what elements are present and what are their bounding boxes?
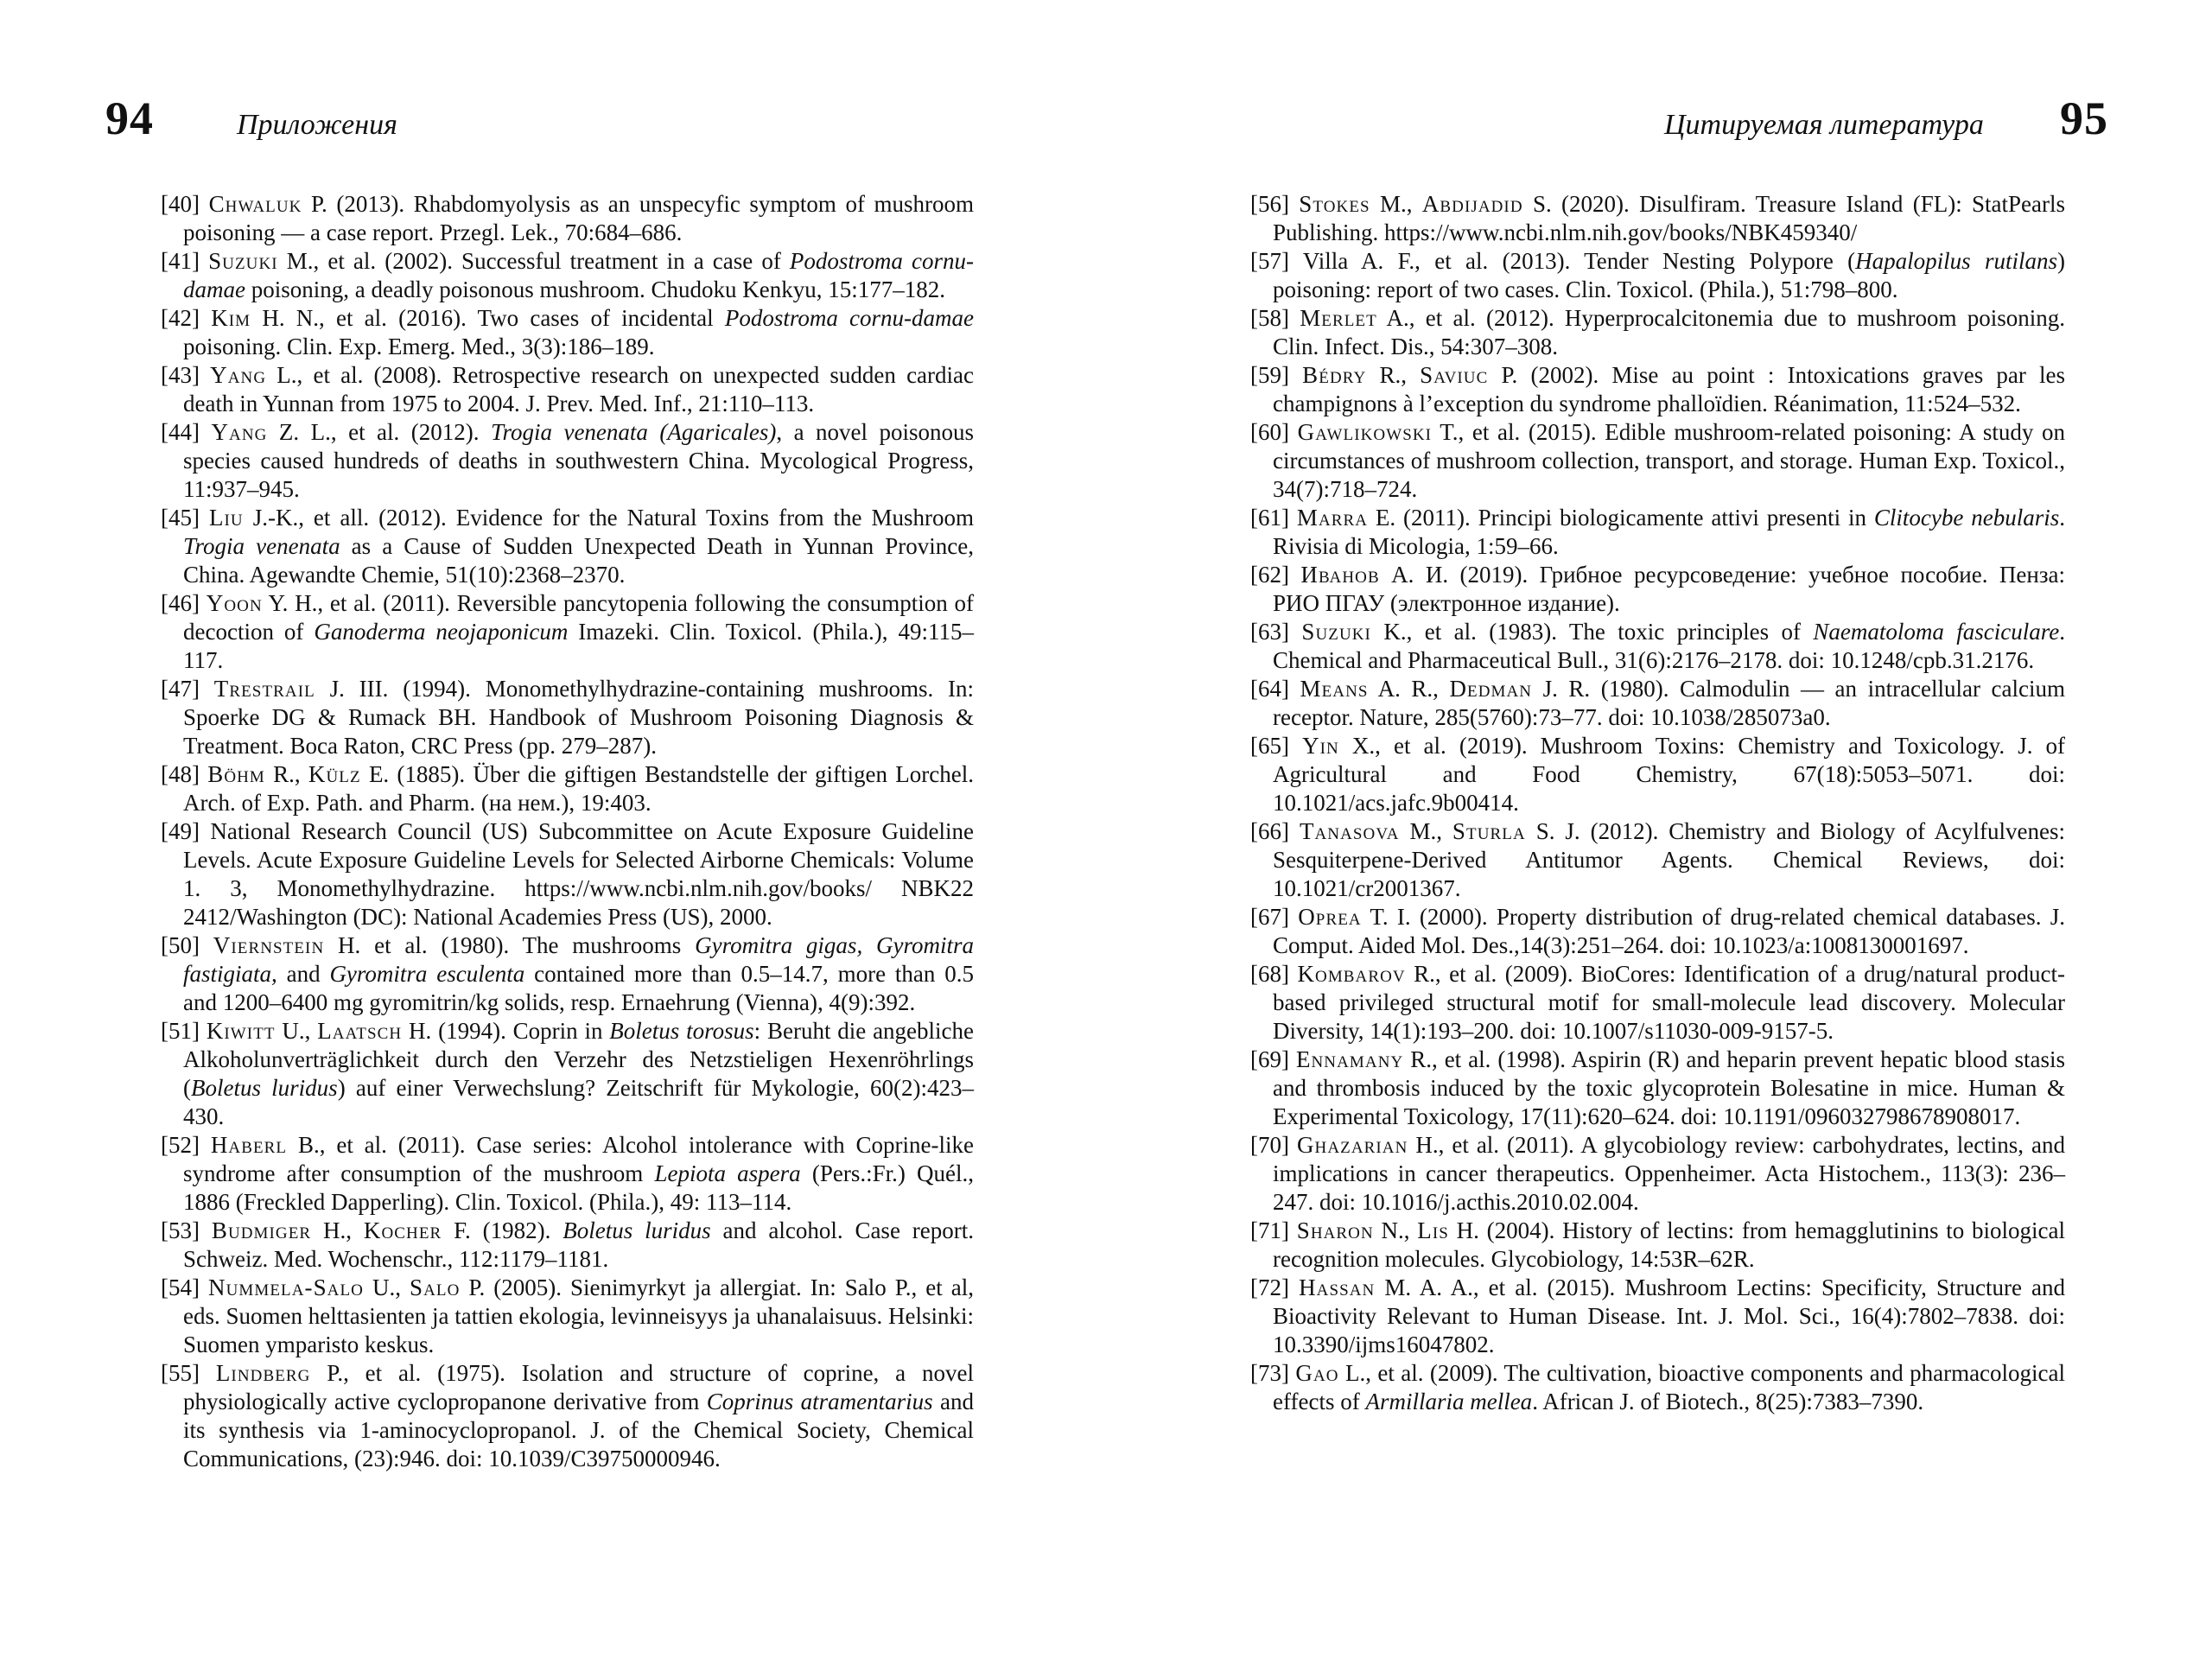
reference-item [161, 1131, 974, 1217]
reference-text-run: Lindberg [215, 1360, 311, 1386]
reference-text-run: Liu [208, 505, 244, 531]
reference-text-run: Gawlikowski [1297, 419, 1433, 445]
reference-text-run: Kocher [363, 1217, 442, 1243]
reference-item [1250, 732, 2065, 817]
running-title-right: Цитируемая литература [1664, 109, 1984, 141]
reference-text-run: ) poisoning: report of two cases. Clin. Toxicol. (Phila.), 51:798–800. [1273, 248, 2065, 302]
reference-item [161, 304, 974, 361]
reference-item [161, 1359, 974, 1473]
reference-text-run: poisoning. Clin. Exp. Emerg. Med., 3(3):186–189. [183, 334, 655, 359]
reference-text-run: Sharon [1296, 1217, 1374, 1243]
reference-text-run: Kombarov [1297, 961, 1406, 987]
reference-label: [57] [1250, 248, 1303, 274]
reference-text-run: H., [311, 1217, 364, 1243]
reference-item [161, 247, 974, 304]
reference-label: [73] [1250, 1360, 1296, 1386]
reference-text-run: Gyromitra gigas, Gyromitra fastigiata, [183, 932, 974, 987]
reference-text-run: E. (1885). Über die giftigen Bestandstelle der giftigen Lorchel. Arch. of Exp. Path. and Pharm. (на нем.), 19:403. [183, 761, 974, 816]
reference-text-run: M. A. A., et al. (2015). Mushroom Lectins: Specificity, Structure and Bioactivity Relevant to Human Disease. Int. J. Mol. Sci., 16(4):7802–7838. doi: 10.3390/ijms16047802. [1273, 1274, 2066, 1357]
reference-label: [43] [161, 362, 211, 388]
reference-text-run: Ganoderma neojaponicum [314, 619, 569, 645]
reference-text-run: Hapalopilus rutilans [1855, 248, 2057, 274]
reference-label: [45] [161, 505, 209, 531]
reference-text-run: T., et al. (2015). Edible mushroom-related poisoning: A study on circumstances of mushroom collection, transport, and storage. Human Exp. Toxicol., 34(7):718–724. [1273, 419, 2065, 502]
reference-text-run: , a novel poisonous species caused hundreds of deaths in southwestern China. Mycological Progress, 11:937–945. [183, 419, 974, 502]
reference-text-run: Oprea [1298, 904, 1362, 930]
reference-text-run: Boletus luridus [563, 1217, 711, 1243]
reference-text-run: Means [1300, 676, 1369, 702]
page-number-right: 95 [2060, 92, 2108, 144]
reference-text-run: Haberl [210, 1132, 288, 1158]
reference-item [1250, 675, 2065, 732]
reference-label: [66] [1250, 818, 1300, 844]
reference-item [1250, 1217, 2065, 1274]
reference-text-run: A. R., [1368, 676, 1450, 702]
reference-label: [53] [161, 1217, 212, 1243]
page-header-right [1664, 92, 2108, 145]
reference-text-run: Y. H., et al. (2011). Reversible pancytopenia following the consumption of decoction of [183, 590, 974, 645]
reference-text-run: Viernstein [213, 932, 325, 958]
reference-text-run: L., et al. (2009). The cultivation, bioactive components and pharmacological effects of [1273, 1360, 2066, 1414]
reference-label: [54] [161, 1274, 208, 1300]
reference-text-run: Dedman [1449, 676, 1533, 702]
reference-item [1250, 504, 2065, 561]
reference-text-run: Gyromitra esculenta [329, 961, 525, 987]
reference-item [161, 504, 974, 589]
reference-text-run: A., et al. (2012). Hyperprocalcitonemia due to mushroom poisoning. Clin. Infect. Dis., 54:307–308. [1273, 305, 2065, 359]
reference-label: [60] [1250, 419, 1298, 445]
reference-text-run: Иванов [1300, 562, 1380, 588]
reference-text-run: H., et al. (2011). A glycobiology review: carbohydrates, lectins, and implications in cancer therapeutics. Oppenheimer. Acta Histochem., 113(3): 236–247. doi: 10.1016/j.acthis.2010.02.004. [1273, 1132, 2066, 1215]
reference-label: [70] [1250, 1132, 1297, 1158]
reference-text-run: Podostroma cornu-damae [183, 248, 974, 302]
reference-text-run: Podostroma cornu-damae [724, 305, 975, 331]
reference-text-run: poisoning, a deadly poisonous mushroom. Chudoku Kenkyu, 15:177–182. [245, 276, 945, 302]
reference-text-run: and its synthesis via 1-aminocyclopropanol. J. of the Chemical Society, Chemical Communications, (23):946. doi: 10.1039/C39750000946. [183, 1389, 975, 1471]
reference-text-run: P. (2005). Sienimyrkyt ja allergiat. In: Salo P., et al, eds. Suomen helttasienten ja tattien ekologia, levinneisyys ja uhanalaisuus. Helsinki: Suomen ymparisto keskus. [183, 1274, 975, 1357]
reference-label: [68] [1250, 961, 1298, 987]
reference-text-run: Trogia venenata [183, 533, 340, 559]
reference-item [161, 817, 974, 931]
reference-item [1250, 418, 2065, 504]
reference-text-run: P. (2002). Mise au point : Intoxications graves par les champignons à l’exception du syndrome phalloïdien. Réanimation, 11:524–532. [1273, 362, 2066, 416]
reference-label: [63] [1250, 619, 1302, 645]
reference-text-run: J. R. (1980). Calmodulin — an intracellular calcium receptor. Nature, 285(5760):73–77. doi: 10.1038/285073a0. [1273, 676, 2065, 730]
reference-text-run: P. (2013). Rhabdomyolysis as an unspecyfic symptom of mushroom poisoning — a case report. Przegl. Lek., 70:684–686. [183, 191, 975, 245]
reference-text-run: Salo [410, 1274, 461, 1300]
reference-label: [56] [1250, 191, 1300, 217]
reference-text-run: . Chemical and Pharmaceutical Bull., 31(6):2176–2178. doi: 10.1248/cpb.31.2176. [1273, 619, 2065, 673]
reference-text-run: Yoon [206, 590, 263, 616]
reference-label: [69] [1250, 1046, 1296, 1072]
reference-text-run: J.-K., et all. (2012). Evidence for the Natural Toxins from the Mushroom [243, 505, 974, 531]
reference-item [161, 361, 974, 418]
reference-item [1250, 1131, 2065, 1217]
reference-text-run: Trogia venenata (Agaricales) [490, 419, 777, 445]
reference-text-run: Clitocybe nebularis [1873, 505, 2060, 531]
reference-label: [46] [161, 590, 207, 616]
reference-text-run: Hassan [1299, 1274, 1376, 1300]
reference-item [1250, 1046, 2065, 1131]
reference-label: [71] [1250, 1217, 1297, 1243]
reference-text-run: Suzuki [1301, 619, 1371, 645]
reference-item [161, 1017, 974, 1131]
reference-text-run: as a Cause of Sudden Unexpected Death in Yunnan Province, China. Agewandte Chemie, 51(10):2368–2370. [183, 533, 974, 588]
reference-text-run: Naematoloma fasciculare [1813, 619, 2060, 645]
reference-text-run: Kim [211, 305, 251, 331]
reference-text-run: Yang [211, 419, 268, 445]
reference-text-run: ) auf einer Verwechslung? Zeitschrift für Mykologie, 60(2):423–430. [183, 1075, 974, 1129]
reference-text-run: S. J. (2012). Chemistry and Biology of Acylfulvenes: Sesquiterpene-Derived Antitumor Agents. Chemical Reviews, doi: 10.1021/cr2001367. [1273, 818, 2066, 901]
reference-item [161, 760, 974, 817]
reference-label: [48] [161, 761, 208, 787]
reference-item [1250, 1274, 2065, 1359]
reference-text-run: U., [275, 1018, 318, 1044]
reference-text-run: Imazeki. Clin. Toxicol. (Phila.), 49:115–117. [183, 619, 974, 673]
reference-label: [47] [161, 676, 214, 702]
reference-text-run: H. et al. (1980). The mushrooms [324, 932, 696, 958]
reference-text-run: Boletus torosus [609, 1018, 754, 1044]
reference-label: [41] [161, 248, 209, 274]
reference-text-run: Ennamany [1295, 1046, 1404, 1072]
reference-text-run: Chwaluk [208, 191, 302, 217]
reference-item [1250, 960, 2065, 1046]
reference-label: [65] [1250, 733, 1303, 759]
reference-text-run: M., et al. (2002). Successful treatment in a case of [277, 248, 790, 274]
reference-item [161, 931, 974, 1017]
reference-text-run: Villa A. F., et al. (2013). Tender Nesting Polypore ( [1302, 248, 1856, 274]
reference-text-run: and alcohol. Case report. Schweiz. Med. Wochenschr., 112:1179–1181. [183, 1217, 975, 1272]
reference-text-run: P., et al. (1975). Isolation and structure of coprine, a novel physiologically active cyclopropanone derivative from [183, 1360, 974, 1414]
reference-text-run: Kiwitt [206, 1018, 276, 1044]
reference-label: [59] [1250, 362, 1303, 388]
reference-label: [51] [161, 1018, 207, 1044]
reference-item [1250, 304, 2065, 361]
reference-text-run: F. (1982). [442, 1217, 563, 1243]
reference-text-run: Budmiger [211, 1217, 312, 1243]
reference-text-run: Nummela-Salo [208, 1274, 364, 1300]
reference-item [161, 675, 974, 760]
reference-text-run: E. (2011). Principi biologicamente attivi presenti in [1368, 505, 1874, 531]
reference-item [1250, 561, 2065, 618]
reference-text-run: Trestrail [213, 676, 315, 702]
reference-text-run: Merlet [1300, 305, 1377, 331]
reference-label: [62] [1250, 562, 1301, 588]
reference-label: [55] [161, 1360, 216, 1386]
reference-text-run: Külz [308, 761, 361, 787]
reference-text-run: U., [363, 1274, 410, 1300]
reference-text-run: Z. L., et al. (2012). [267, 419, 491, 445]
reference-text-run: Coprinus atramentarius [706, 1389, 933, 1414]
reference-text-run: Marra [1296, 505, 1369, 531]
reference-text-run: K., et al. (1983). The toxic principles of [1370, 619, 1814, 645]
reference-text-run: Laatsch [317, 1018, 403, 1044]
reference-label: [40] [161, 191, 209, 217]
reference-text-run: А. И. (2019). Грибное ресурсоведение: учебное пособие. Пенза: РИО ПГАУ (электронное издание). [1273, 562, 2065, 616]
reference-label: [67] [1250, 904, 1299, 930]
reference-text-run: Boletus luridus [191, 1075, 338, 1101]
reference-text-run: : Beruht die angebliche Alkoholunverträglichkeit durch den Verzehr des Netzstieligen Hexenröhrlings ( [183, 1018, 975, 1101]
reference-label: [64] [1250, 676, 1300, 702]
reference-item [161, 1217, 974, 1274]
reference-text-run: N., [1373, 1217, 1418, 1243]
reference-text-run: R., et al. (1998). Aspirin (R) and heparin prevent hepatic blood stasis and thrombosis induced by the toxic glycoprotein Bolesatine in mice. Human & Experimental Toxicology, 17(11):620–624. doi: 10.1191/096032798678908017. [1273, 1046, 2065, 1129]
reference-label: [52] [161, 1132, 211, 1158]
reference-text-run: Sturla [1452, 818, 1526, 844]
reference-text-run: R., [1366, 362, 1421, 388]
reference-text-run: Yang [210, 362, 267, 388]
page-header-left [105, 92, 397, 145]
reference-text-run: Böhm [207, 761, 265, 787]
reference-label: [58] [1250, 305, 1300, 331]
reference-text-run: R., [264, 761, 308, 787]
reference-text-run: contained more than 0.5–14.7, more than 0.5 and 1200–6400 mg gyromitrin/kg solids, resp. Ernaehrung (Vienna), 4(9):392. [183, 961, 975, 1015]
reference-text-run: R., et al. (2009). BioCores: Identification of a drug/natural product-based privileged structural motif for small-molecule lead discovery. Molecular Diversity, 14(1):193–200. doi: 10.1007/s11030-009-9157-5. [1273, 961, 2065, 1044]
reference-item [1250, 247, 2065, 304]
reference-item [161, 418, 974, 504]
reference-text-run: L., et al. (2008). Retrospective research on unexpected sudden cardiac death in Yunnan from 1975 to 2004. J. Prev. Med. Inf., 21:110–113. [183, 362, 974, 416]
reference-text-run: B., et al. (2011). Case series: Alcohol intolerance with Coprine-like syndrome after consumption of the mushroom [183, 1132, 975, 1186]
reference-text-run: Lis [1417, 1217, 1449, 1243]
reference-item [161, 190, 974, 247]
reference-item [1250, 1359, 2065, 1416]
reference-text-run: Lepiota aspera [654, 1160, 801, 1186]
reference-text-run: and [276, 961, 330, 987]
references-list-left [161, 190, 974, 1473]
reference-text-run: M., [1399, 818, 1452, 844]
reference-text-run: (Pers.:Fr.) Quél., 1886 (Freckled Dapperling). Clin. Toxicol. (Phila.), 49: 113–114. [183, 1160, 974, 1215]
reference-text-run: Abdijadid [1421, 191, 1523, 217]
reference-item [1250, 903, 2065, 960]
reference-text-run: . Rivisia di Micologia, 1:59–66. [1273, 505, 2066, 559]
reference-label: [42] [161, 305, 212, 331]
reference-text-run: Tanasova [1299, 818, 1400, 844]
reference-text-run: Stokes [1299, 191, 1370, 217]
references-list-right [1250, 190, 2065, 1416]
reference-item [1250, 817, 2065, 903]
reference-item [161, 1274, 974, 1359]
reference-text-run: National Research Council (US) Subcommittee on Acute Exposure Guideline Levels. Acute Exposure Guideline Levels for Selected Airborne Chemicals: Volume 1. 3, Monomethylhydrazine. https://www.ncbi.nlm.nih.gov/books/ NBK22 2412/Washington (DC): National Academies Press (US), 2000. [183, 818, 975, 930]
page-number-left: 94 [105, 92, 154, 144]
reference-item [1250, 190, 2065, 247]
reference-text-run: Armillaria mellea [1365, 1389, 1533, 1414]
reference-text-run: Yin [1302, 733, 1339, 759]
reference-item [161, 589, 974, 675]
reference-label: [44] [161, 419, 212, 445]
reference-label: [61] [1250, 505, 1297, 531]
reference-label: [50] [161, 932, 213, 958]
reference-item [1250, 618, 2065, 675]
reference-text-run: . African J. of Biotech., 8(25):7383–7390. [1532, 1389, 1924, 1414]
reference-text-run: Bédry [1302, 362, 1367, 388]
reference-text-run: Gao [1295, 1360, 1339, 1386]
reference-label: [49] [161, 818, 211, 844]
reference-label: [72] [1250, 1274, 1300, 1300]
reference-text-run: Saviuc [1420, 362, 1489, 388]
reference-text-run: Ghazarian [1296, 1132, 1408, 1158]
reference-item [1250, 361, 2065, 418]
reference-text-run: M., [1370, 191, 1422, 217]
reference-text-run: X., et al. (2019). Mushroom Toxins: Chemistry and Toxicology. J. of Agricultural and Food Chemistry, 67(18):5053–5071. doi: 10.1021/acs.jafc.9b00414. [1273, 733, 2066, 816]
reference-text-run: J. III. (1994). Monomethylhydrazine-containing mushrooms. In: Spoerke DG & Rumack BH. Handbook of Mushroom Poisoning Diagnosis & Treatment. Boca Raton, CRC Press (pp. 279–287). [183, 676, 974, 759]
reference-text-run: T. I. (2000). Property distribution of drug-related chemical databases. J. Comput. Aided Mol. Des.,14(3):251–264. doi: 10.1023/a:1008130001697. [1273, 904, 2065, 958]
reference-text-run: Suzuki [208, 248, 278, 274]
reference-text-run: S. (2020). Disulfiram. Treasure Island (FL): StatPearls Publishing. https://www.ncbi.nlm.nih.gov/books/NBK459340/ [1273, 191, 2066, 245]
running-title-left: Приложения [237, 109, 397, 141]
reference-text-run: H. (2004). History of lectins: from hemagglutinins to biological recognition molecules. Glycobiology, 14:53R–62R. [1273, 1217, 2065, 1272]
reference-text-run: H. N., et al. (2016). Two cases of incidental [251, 305, 725, 331]
reference-text-run: H. (1994). Coprin in [402, 1018, 610, 1044]
